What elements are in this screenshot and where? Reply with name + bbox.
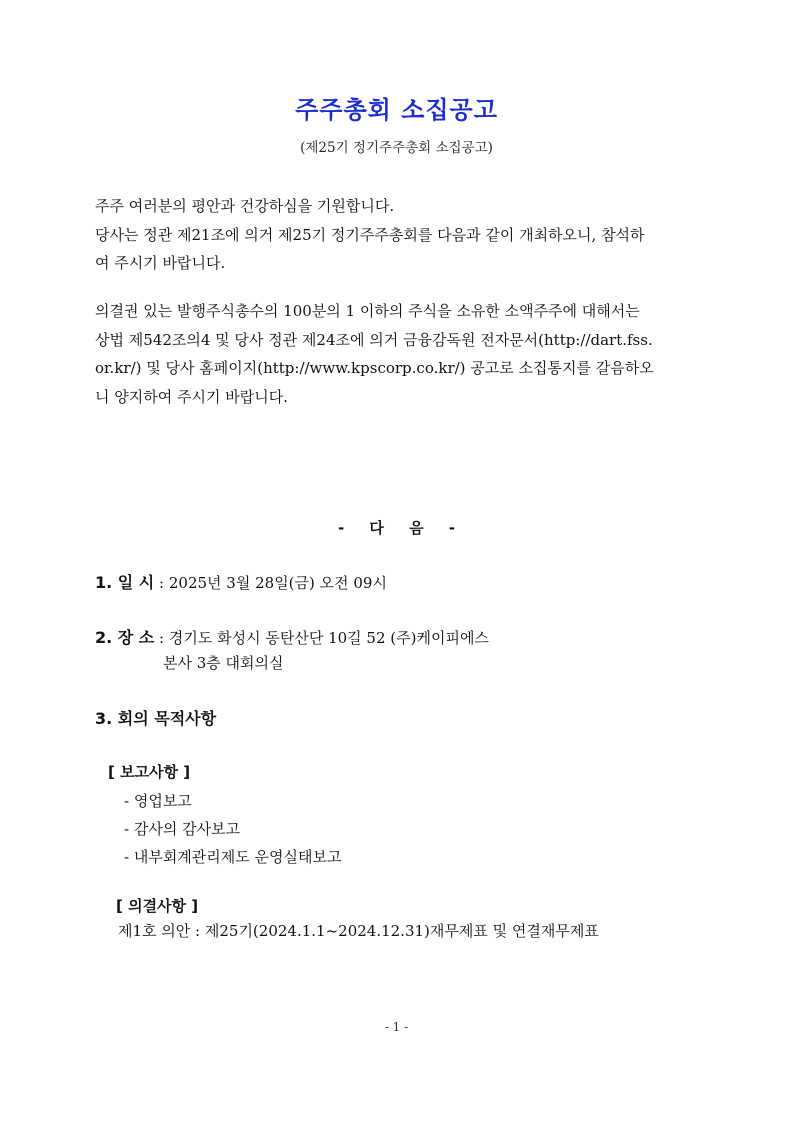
meeting-place [95, 625, 489, 648]
place-value: : 경기도 화성시 동탄산단 10길 52 (주)케이피에스 [159, 629, 489, 647]
notice-line: 니 양지하여 주시기 바랍니다. [95, 387, 288, 406]
list-item: - 감사의 감사보고 [124, 820, 241, 838]
page-subtitle: (제25기 정기주주총회 소집공고) [300, 140, 493, 156]
datetime-value: : 2025년 3월 28일(금) 오전 09시 [159, 574, 387, 592]
notice-line: or.kr/) 및 당사 홈페이지(http://www.kpscorp.co.kr/) 공고로 소집통지를 갈음하오 [95, 359, 654, 377]
meeting-datetime [95, 570, 387, 593]
page-title: 주주총회 소집공고 [295, 96, 498, 124]
datetime-label: 1. 일 시 [95, 573, 155, 592]
list-item: - 내부회계관리제도 운영실태보고 [124, 848, 342, 866]
place-label: 2. 장 소 [95, 628, 155, 647]
resolution-item: 제1호 의안 : 제25기(2024.1.1~2024.12.31)재무제표 및 연결재무제표 [118, 922, 599, 940]
details-heading: - 다 음 - [337, 519, 456, 537]
notice-line: 상법 제542조의4 및 당사 정관 제24조에 의거 금융감독원 전자문서(http://dart.fss. [95, 330, 653, 349]
place-value-line2: 본사 3층 대회의실 [163, 654, 284, 672]
notice-paragraph [95, 297, 705, 411]
resolution-heading: [ 의결사항 ] [116, 897, 199, 915]
intro-line: 당사는 정관 제21조에 의거 제25기 정기주주총회를 다음과 같이 개최하오니, 참석하 [95, 225, 645, 244]
report-heading: [ 보고사항 ] [108, 763, 191, 781]
agenda-heading-text: 3. 회의 목적사항 [95, 709, 217, 728]
intro-line: 여 주시기 바랍니다. [95, 254, 226, 272]
page-number: - 1 - [384, 1020, 409, 1034]
agenda-heading [95, 706, 216, 729]
intro-paragraph [95, 192, 705, 278]
notice-line: 의결권 있는 발행주식총수의 100분의 1 이하의 주식을 소유한 소액주주에 대해서는 [95, 302, 640, 320]
report-list [124, 787, 341, 871]
intro-line: 주주 여러분의 평안과 건강하심을 기원합니다. [95, 197, 395, 215]
list-item: - 영업보고 [124, 792, 192, 810]
